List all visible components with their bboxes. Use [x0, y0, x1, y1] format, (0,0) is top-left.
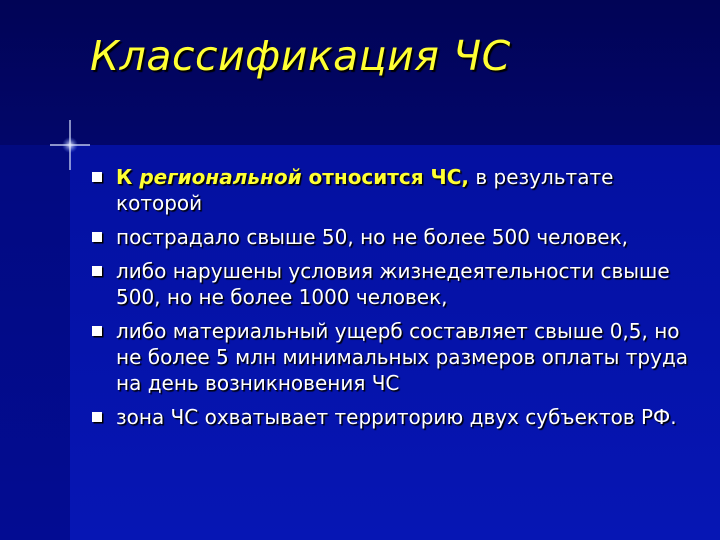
- bullet-text: либо материальный ущерб составляет свыше 0,5, но не более 5 млн минимальных размеров оплаты труда на день возникновения ЧС: [116, 319, 689, 395]
- bullet-list: [90, 164, 690, 438]
- left-strip: [0, 145, 70, 540]
- bullet-highlight: К: [116, 165, 140, 189]
- square-bullet-icon: [92, 326, 102, 336]
- sparkle-star-icon: [50, 120, 90, 170]
- bullet-highlight: относится ЧС,: [301, 165, 469, 189]
- bullet-item: [90, 224, 690, 250]
- bullet-item: [90, 258, 690, 310]
- square-bullet-icon: [92, 412, 102, 422]
- slide-title: Классификация ЧС: [90, 32, 511, 80]
- bullet-text: зона ЧС охватывает территорию двух субъектов РФ.: [116, 405, 677, 429]
- square-bullet-icon: [92, 232, 102, 242]
- square-bullet-icon: [92, 172, 102, 182]
- bullet-text: в результате которой: [116, 165, 614, 215]
- bullet-item: [90, 318, 690, 396]
- bullet-item: [90, 164, 690, 216]
- bullet-text: либо нарушены условия жизнедеятельности свыше 500, но не более 1000 человек,: [116, 259, 670, 309]
- bullet-text: пострадало свыше 50, но не более 500 человек,: [116, 225, 629, 249]
- square-bullet-icon: [92, 266, 102, 276]
- bullet-item: [90, 404, 690, 430]
- bullet-highlight-italic: региональной: [139, 165, 302, 189]
